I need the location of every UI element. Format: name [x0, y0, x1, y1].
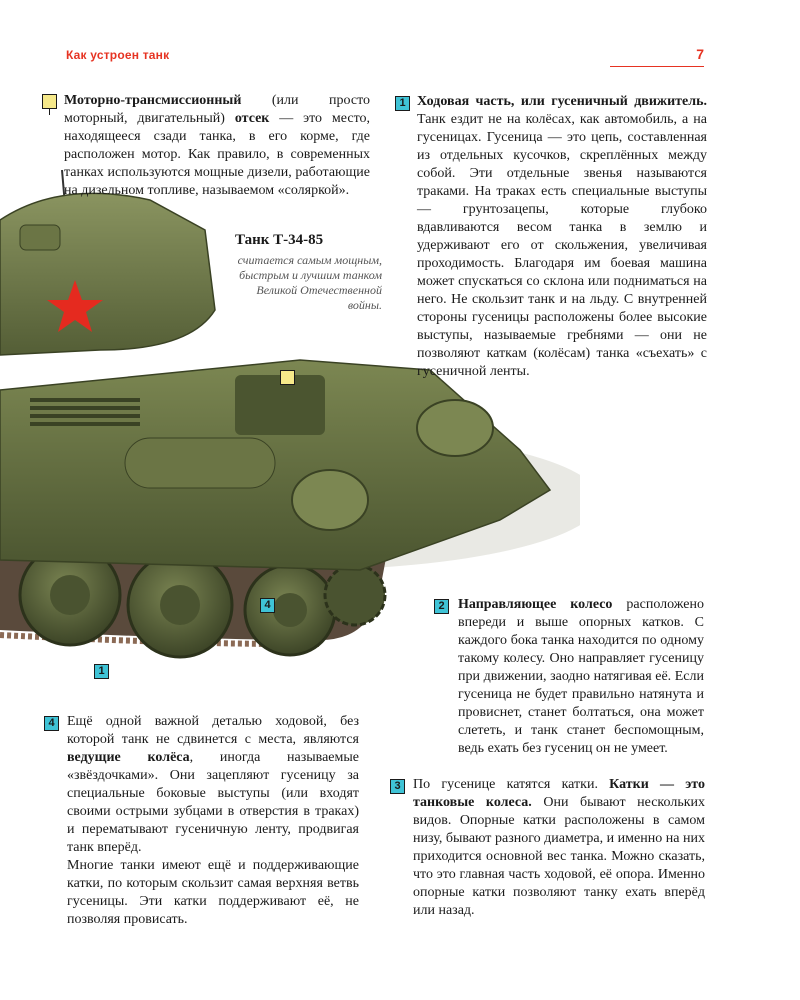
marker-4-on-tank: 4: [260, 598, 275, 613]
marker-3: 3: [390, 779, 405, 794]
turret: [0, 193, 215, 355]
marker-2: 2: [434, 599, 449, 614]
marker-engine: [42, 94, 57, 109]
engine-text: Моторно-трансмиссионный (или просто моторный, двигательный) отсек — это место, находящееся сзади танка, в его корме, где расположен мотор. Как правило, в современных танках используются мощные дизели, работающие на дизельном топливе, называемом «соляркой».: [64, 93, 370, 198]
caption-text: считается самым мощным, быстрым и лучшим танком Великой Отечественной войны.: [237, 253, 382, 312]
engine-title: Моторно-трансмиссионный: [64, 93, 242, 108]
marker-engine-on-tank: [280, 370, 295, 385]
marker-1: 1: [395, 96, 410, 111]
marker-stem: [49, 109, 50, 115]
fuel-drum: [292, 470, 368, 530]
chassis-title: Ходовая часть, или гусеничный движитель.: [417, 94, 707, 109]
fuel-drum: [417, 400, 493, 456]
section-title: Как устроен танк: [66, 48, 170, 62]
page-number: 7: [696, 46, 704, 62]
chassis-text: Ходовая часть, или гусеничный движитель. Танк ездит не на колёсах, как автомобиль, а на гусеницах. Гусеница — это цепь, составленная из отдельных кусочков, скреплённых между собой. Эти отдельные звенья называются траками. На траках есть специальные выступы — грунтозацепы, которые глубоко вдавливаются весом танка в землю и удерживают его от скольжения, увеличивая проходимость. Благодаря им боевая машина может спускаться со склона или подниматься на него. Не скользит танк и на льду. С внутренней стороны гусеницы расположены более высокие выступы, называемые гребнями — они не позволяют каткам (колёсам) танка «съехать» с гусеничной ленты.: [417, 94, 707, 379]
sprocket-bold: ведущие колёса: [67, 750, 190, 765]
header-rule: [610, 66, 704, 67]
marker-1-on-tank: 1: [94, 664, 109, 679]
idler-title: Направляющее колесо: [458, 597, 613, 612]
wheels-text: По гусенице катятся катки. Катки — это танковые колеса. Они бывают нескольких видов. Опорные катки расположены в самом низу, бывают разного диаметра, и именно на них приходится основной вес танка. Можно сказать, что это главная часть ходовой, её опора. Именно опорные катки позволяют танку ехать вперёд или назад.: [413, 777, 705, 918]
drive-sprocket: [325, 565, 385, 625]
fuel-drum: [125, 438, 275, 488]
sprocket-text: Ещё одной важной деталью ходовой, без которой танк не сдвинется с места, являются ведущие колёса, иногда называемые «звёздочками». Они зацепляют гусеницу за специальные боковые выступы (или входят своими острыми зубцами в отверстия в траках) и перематывают гусеничную ленту, продвигая танк вперёд. Многие танки имеют ещё и поддерживающие катки, по которым скользит самая верхняя ветвь гусеницы. Эти катки поддерживают её, не позволяя провисать.: [67, 714, 360, 927]
caption-title: Танк Т-34-85: [235, 232, 324, 248]
marker-4: 4: [44, 716, 59, 731]
wheels-bold: Катки — это танковые колеса.: [413, 777, 705, 810]
idler-text: Направляющее колесо расположено впереди и выше опорных катков. С каждого бока танка находится по одному такому колесу. Оно направляет гусеницу при движении, заодно натягивая её. Если гусеница не будет правильно натянута и провиснет, станет болтаться, она может слететь, и танк станет беспомощным, ведь ехать без гусениц он не умеет.: [458, 597, 704, 756]
